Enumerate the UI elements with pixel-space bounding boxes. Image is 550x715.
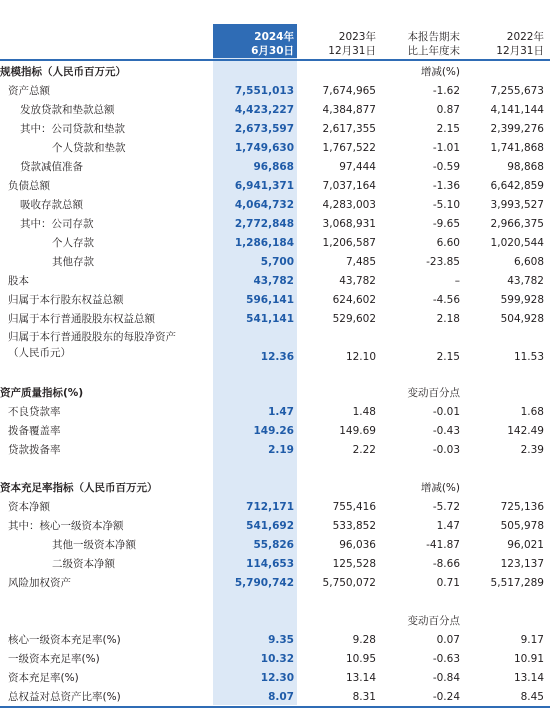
cell-v3: -9.65 (432, 218, 460, 230)
cell-v2: 4,384,877 (322, 104, 376, 116)
row-label: 个人存款 (52, 237, 94, 249)
row-label: 归属于本行普通股股东的每股净资产 （人民币元） (8, 331, 176, 359)
cell-v2: 7,037,164 (322, 180, 376, 192)
cell-v2: 7,485 (345, 256, 376, 268)
table-row (0, 291, 550, 310)
section-header-row (0, 479, 550, 498)
cell-v4: 3,993,527 (490, 199, 544, 211)
cell-v3: -23.85 (426, 256, 460, 268)
cell-v3: -0.24 (432, 691, 460, 703)
cell-v3: 2.15 (436, 123, 460, 135)
cell-v1: 12.36 (260, 351, 294, 363)
cell-v1: 149.26 (253, 425, 294, 437)
table-row (0, 555, 550, 574)
cell-v3: 增减(%) (420, 482, 460, 494)
cell-v1: 8.07 (268, 691, 294, 703)
cell-v3: 0.71 (436, 577, 460, 589)
table-row (0, 272, 550, 291)
cell-v1: 114,653 (246, 558, 294, 570)
cell-v4: 1.68 (520, 406, 544, 418)
cell-v4: 6,608 (513, 256, 544, 268)
cell-v3: -0.59 (432, 161, 460, 173)
table-row (0, 215, 550, 234)
cell-v3: -0.01 (432, 406, 460, 418)
cell-v3: -1.01 (432, 142, 460, 154)
cell-v4: 142.49 (507, 425, 544, 437)
table-row (0, 574, 550, 593)
cell-v4: 5,517,289 (490, 577, 544, 589)
cell-v1: 596,141 (246, 294, 294, 306)
table-row (0, 536, 550, 555)
cell-v3: 0.87 (436, 104, 460, 116)
cell-v4: 123,137 (500, 558, 544, 570)
cell-v1: 10.32 (260, 653, 294, 665)
row-label: 其他存款 (52, 256, 94, 268)
cell-v4: 9.17 (520, 634, 544, 646)
cell-v2: 755,416 (332, 501, 376, 513)
cell-v3: -0.84 (432, 672, 460, 684)
row-label: 其他一级资本净额 (52, 539, 136, 551)
row-label: 其中：核心一级资本净额 (8, 520, 124, 532)
cell-v3: 6.60 (436, 237, 460, 249)
table-row (0, 441, 550, 460)
cell-v4: 8.45 (520, 691, 544, 703)
cell-v1: 55,826 (253, 539, 294, 551)
cell-v1: 712,171 (246, 501, 294, 513)
table-row (0, 650, 550, 669)
row-label: 拨备覆盖率 (8, 425, 61, 437)
cell-v3: -1.62 (432, 85, 460, 97)
row-label: 发放贷款和垫款总额 (20, 104, 115, 116)
cell-v1: 1,286,184 (234, 237, 294, 249)
cell-v2: 125,528 (332, 558, 376, 570)
row-label-line2: （人民币元） (8, 347, 71, 359)
table-row (0, 234, 550, 253)
row-label: 归属于本行普通股股东权益总额 (8, 313, 155, 325)
cell-v4: 2,399,276 (490, 123, 544, 135)
cell-v1: 541,141 (246, 313, 294, 325)
row-label: 贷款拨备率 (8, 444, 61, 456)
cell-v2: 43,782 (339, 275, 376, 287)
cell-v2: 96,036 (339, 539, 376, 551)
cell-v4: 10.91 (513, 653, 544, 665)
table-row (0, 669, 550, 688)
cell-v4: 1,020,544 (490, 237, 544, 249)
cell-v2: 1,767,522 (322, 142, 376, 154)
cell-v1: 541,692 (246, 520, 294, 532)
cell-v3: -5.72 (432, 501, 460, 513)
section-header-row (0, 63, 550, 82)
row-label: 不良贷款率 (8, 406, 61, 418)
cell-v3: 变动百分点 (407, 615, 460, 627)
row-label: 个人贷款和垫款 (52, 142, 126, 154)
table-row (0, 498, 550, 517)
row-label: 负债总额 (8, 180, 50, 192)
table-row (0, 631, 550, 650)
row-label: 资本充足率指标（人民币百万元） (0, 482, 158, 494)
table-row (0, 196, 550, 215)
row-label: 资本净额 (8, 501, 50, 513)
cell-v1: 2,673,597 (234, 123, 294, 135)
cell-v3: 1.47 (436, 520, 460, 532)
row-label: 吸收存款总额 (20, 199, 83, 211)
cell-v1: 9.35 (268, 634, 294, 646)
cell-v3: -8.66 (432, 558, 460, 570)
row-label: 资本充足率(%) (8, 672, 79, 684)
cell-v1: 43,782 (253, 275, 294, 287)
table-top-rule (0, 59, 550, 61)
cell-v1: 96,868 (253, 161, 294, 173)
table-row (0, 82, 550, 101)
cell-v2: 1.48 (352, 406, 376, 418)
table-row (0, 158, 550, 177)
cell-v4: 4,141,144 (490, 104, 544, 116)
cell-v2: 533,852 (332, 520, 376, 532)
header-col-2024-line1: 2024年 (254, 31, 294, 43)
cell-v4: 6,642,859 (490, 180, 544, 192)
cell-v3: 2.15 (436, 351, 460, 363)
cell-v2: 7,674,965 (322, 85, 376, 97)
row-label: 核心一级资本充足率(%) (8, 634, 121, 646)
header-col-2022-line2: 12月31日 (496, 45, 544, 57)
cell-v2: 2,617,355 (322, 123, 376, 135)
cell-v3: -0.63 (432, 653, 460, 665)
cell-v2: 1,206,587 (322, 237, 376, 249)
header-col-2023-line1: 2023年 (338, 31, 376, 43)
cell-v2: 624,602 (332, 294, 376, 306)
row-label: 归属于本行股东权益总额 (8, 294, 124, 306)
header-col-change-line2: 比上年度末 (407, 45, 460, 57)
cell-v3: -0.43 (432, 425, 460, 437)
cell-v3: -41.87 (426, 539, 460, 551)
table-row (0, 177, 550, 196)
row-label: 资产质量指标(%) (0, 387, 84, 399)
cell-v1: 7,551,013 (234, 85, 294, 97)
cell-v4: 13.14 (513, 672, 544, 684)
cell-v3: -4.56 (432, 294, 460, 306)
cell-v4: 43,782 (507, 275, 544, 287)
header-col-2024 (251, 30, 294, 58)
section-header-row (0, 612, 550, 631)
cell-v1: 4,423,227 (234, 104, 294, 116)
table-row (0, 403, 550, 422)
cell-v2: 529,602 (332, 313, 376, 325)
cell-v4: 599,928 (500, 294, 544, 306)
table-row (0, 120, 550, 139)
header-col-2023-line2: 12月31日 (328, 45, 376, 57)
row-label: 资产总额 (8, 85, 50, 97)
cell-v1: 6,941,371 (234, 180, 294, 192)
cell-v2: 9.28 (352, 634, 376, 646)
cell-v3: 增减(%) (420, 66, 460, 78)
header-col-change-line1: 本报告期末 (407, 31, 460, 43)
header-col-2024-line2: 6月30日 (251, 45, 294, 57)
table-row (0, 329, 550, 367)
header-col-2023 (328, 30, 376, 58)
row-label: 风险加权资产 (8, 577, 71, 589)
cell-v2: 3,068,931 (322, 218, 376, 230)
cell-v2: 13.14 (345, 672, 376, 684)
table-row (0, 139, 550, 158)
cell-v4: 2,966,375 (490, 218, 544, 230)
cell-v1: 12.30 (260, 672, 294, 684)
cell-v2: 4,283,003 (322, 199, 376, 211)
table-row (0, 688, 550, 707)
cell-v2: 97,444 (339, 161, 376, 173)
row-label: 二级资本净额 (52, 558, 115, 570)
row-label: 其中：公司存款 (20, 218, 94, 230)
cell-v2: 149.69 (339, 425, 376, 437)
row-label: 其中：公司贷款和垫款 (20, 123, 125, 135)
cell-v2: 2.22 (352, 444, 376, 456)
cell-v2: 5,750,072 (322, 577, 376, 589)
table-row (0, 253, 550, 272)
cell-v1: 1.47 (268, 406, 294, 418)
cell-v3: -0.03 (432, 444, 460, 456)
cell-v1: 1,749,630 (234, 142, 294, 154)
row-label: 股本 (8, 275, 29, 287)
table-row (0, 310, 550, 329)
cell-v4: 504,928 (500, 313, 544, 325)
row-label: 规模指标（人民币百万元） (0, 66, 126, 78)
table-row (0, 422, 550, 441)
table-row (0, 517, 550, 536)
cell-v4: 1,741,868 (490, 142, 544, 154)
cell-v4: 725,136 (500, 501, 544, 513)
header-col-2022-line1: 2022年 (506, 31, 544, 43)
row-label: 总权益对总资产比率(%) (8, 691, 121, 703)
cell-v4: 96,021 (507, 539, 544, 551)
cell-v2: 10.95 (345, 653, 376, 665)
cell-v4: 98,868 (507, 161, 544, 173)
cell-v4: 7,255,673 (490, 85, 544, 97)
header-col-change (408, 30, 461, 58)
cell-v1: 4,064,732 (234, 199, 294, 211)
cell-v4: 505,978 (500, 520, 544, 532)
cell-v2: 12.10 (345, 351, 376, 363)
cell-v4: 11.53 (513, 351, 544, 363)
cell-v3: -5.10 (432, 199, 460, 211)
cell-v1: 2,772,848 (234, 218, 294, 230)
cell-v3: 0.07 (436, 634, 460, 646)
table-row (0, 101, 550, 120)
cell-v3: 2.18 (436, 313, 460, 325)
cell-v2: 8.31 (352, 691, 376, 703)
row-label: 一级资本充足率(%) (8, 653, 100, 665)
cell-v1: 5,790,742 (234, 577, 294, 589)
cell-v4: 2.39 (520, 444, 544, 456)
cell-v3: -1.36 (432, 180, 460, 192)
cell-v1: 2.19 (268, 444, 294, 456)
cell-v3: – (454, 275, 460, 287)
section-header-row (0, 384, 550, 403)
cell-v3: 变动百分点 (407, 387, 460, 399)
row-label: 贷款减值准备 (20, 161, 83, 173)
header-col-2022 (496, 30, 544, 58)
cell-v1: 5,700 (260, 256, 294, 268)
